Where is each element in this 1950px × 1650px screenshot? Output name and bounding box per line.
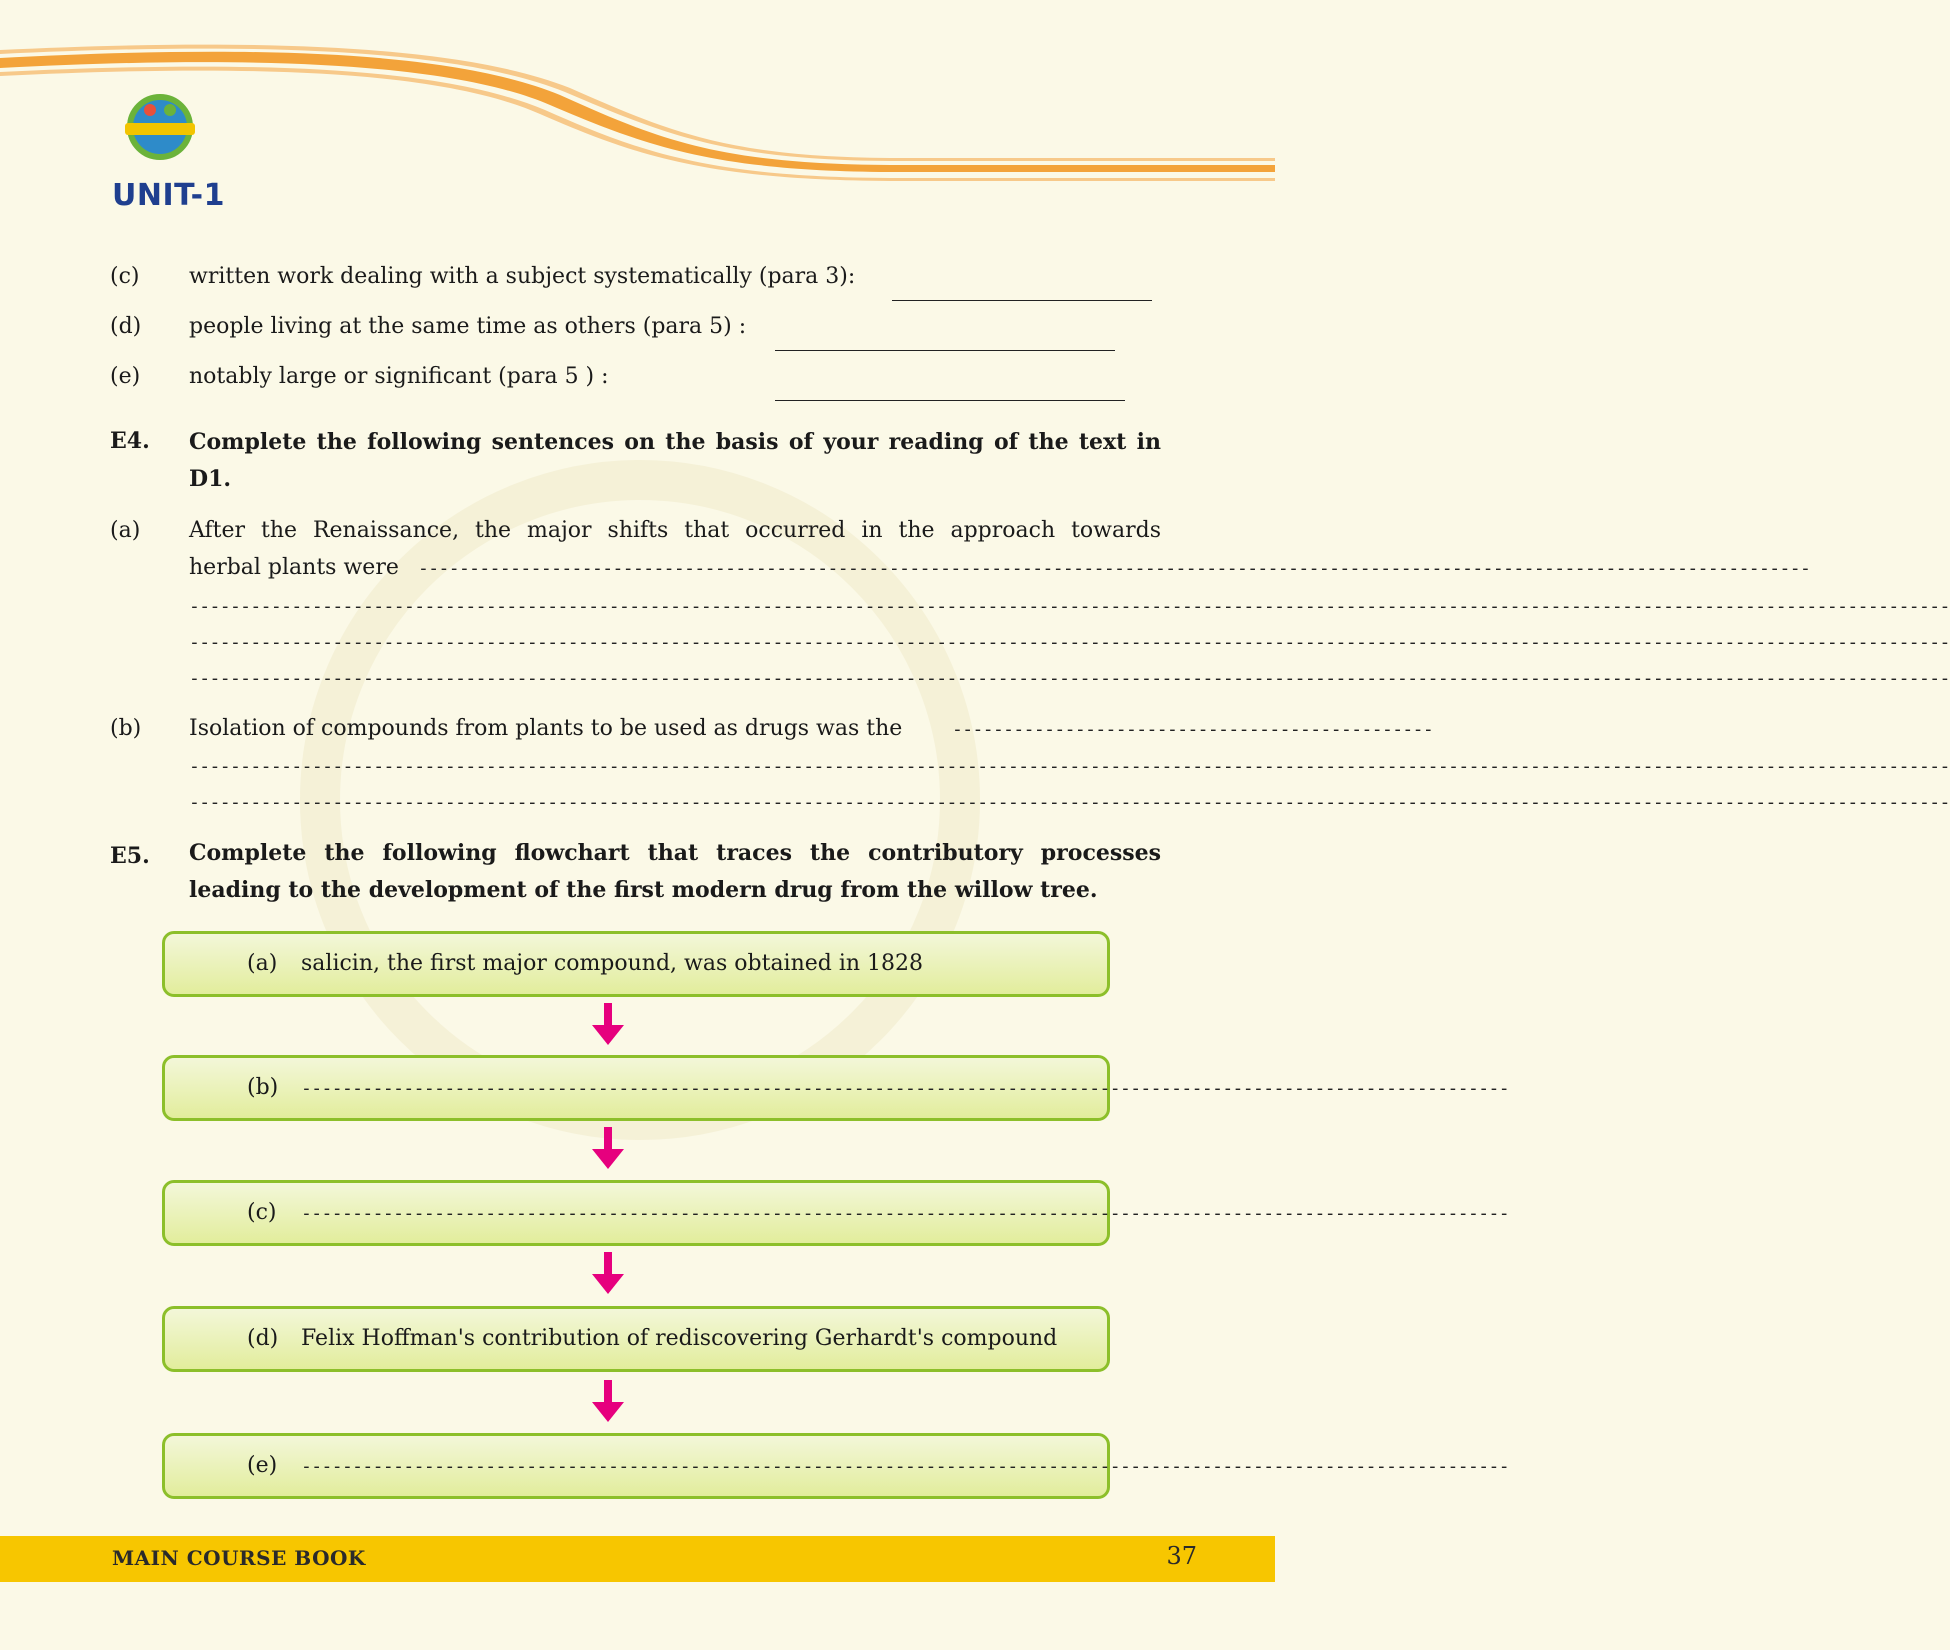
question-label: E5. — [110, 843, 150, 869]
flowchart-box — [162, 1055, 1509, 1121]
sub-item-text: Isolation of compounds from plants to be used as drugs was the — [189, 716, 903, 741]
school-logo — [115, 85, 205, 175]
answer-line[interactable]: ---------------------------------------------------------------------------------------------------------------------- — [301, 1456, 1509, 1477]
sub-item-text: herbal plants were — [189, 555, 399, 580]
answer-line[interactable]: ---------------------------------------------------------------------------------------------------------------------------------------------------------------------------- — [189, 668, 1950, 689]
answer-blank[interactable] — [892, 300, 1152, 301]
answer-line[interactable]: ---------------------------------------------------------------------------------------------------------------------------------------------------------------------------- — [189, 792, 1950, 813]
item-label: (c) — [110, 264, 140, 289]
answer-line[interactable]: ---------------------------------------------------------------------------------------------------------------------------------------- — [418, 558, 1811, 579]
answer-line[interactable]: ---------------------------------------------------------------------------------------------------------------------- — [301, 1078, 1509, 1099]
answer-line[interactable]: ---------------------------------------------------------------------------------------------------------------------- — [301, 1203, 1509, 1224]
answer-line[interactable]: ---------------------------------------------------------------------------------------------------------------------------------------------------------------------------- — [189, 596, 1950, 617]
book-title: MAIN COURSE BOOK — [112, 1546, 366, 1570]
box-label: (d) — [247, 1326, 279, 1351]
box-label: (a) — [247, 951, 278, 976]
answer-line[interactable]: ----------------------------------------------- — [952, 719, 1434, 740]
item-text: written work dealing with a subject systematically (para 3): — [189, 264, 856, 289]
sub-item-text: After the Renaissance, the major shifts that occurred in the approach towards — [189, 518, 1161, 543]
arrow-down-icon — [590, 1380, 626, 1424]
page-number: 37 — [1166, 1542, 1197, 1570]
item-label: (b) — [110, 716, 142, 741]
flowchart-box — [162, 1306, 1110, 1372]
box-label: (b) — [247, 1075, 279, 1100]
item-label: (e) — [110, 364, 141, 389]
item-label: (a) — [110, 518, 141, 543]
unit-title: UNIT-1 — [112, 178, 226, 213]
item-label: (d) — [110, 314, 142, 339]
box-label: (e) — [247, 1453, 278, 1478]
arrow-down-icon — [590, 1252, 626, 1296]
item-text: notably large or significant (para 5 ) : — [189, 364, 609, 389]
arrow-down-icon — [590, 1003, 626, 1047]
box-text: Felix Hoffman's contribution of rediscovering Gerhardt's compound — [301, 1326, 1058, 1351]
question-text: Complete the following flowchart that traces the contributory processes leading to the development of the first modern drug from the willow tree. — [189, 840, 1161, 903]
box-text: salicin, the first major compound, was obtained in 1828 — [301, 951, 924, 976]
answer-blank[interactable] — [775, 400, 1125, 401]
answer-line[interactable]: ---------------------------------------------------------------------------------------------------------------------------------------------------------------------------- — [189, 756, 1950, 777]
question-text: Complete the following sentences on the basis of your reading of the text in D1. — [189, 429, 1161, 492]
flowchart-box — [162, 1180, 1509, 1246]
flowchart-box — [162, 931, 1110, 997]
flowchart-box — [162, 1433, 1509, 1499]
item-text: people living at the same time as others (para 5) : — [189, 314, 747, 339]
answer-blank[interactable] — [775, 350, 1115, 351]
arrow-down-icon — [590, 1127, 626, 1171]
box-label: (c) — [247, 1200, 277, 1225]
question-label: E4. — [110, 428, 150, 454]
answer-line[interactable]: ---------------------------------------------------------------------------------------------------------------------------------------------------------------------------- — [189, 632, 1950, 653]
